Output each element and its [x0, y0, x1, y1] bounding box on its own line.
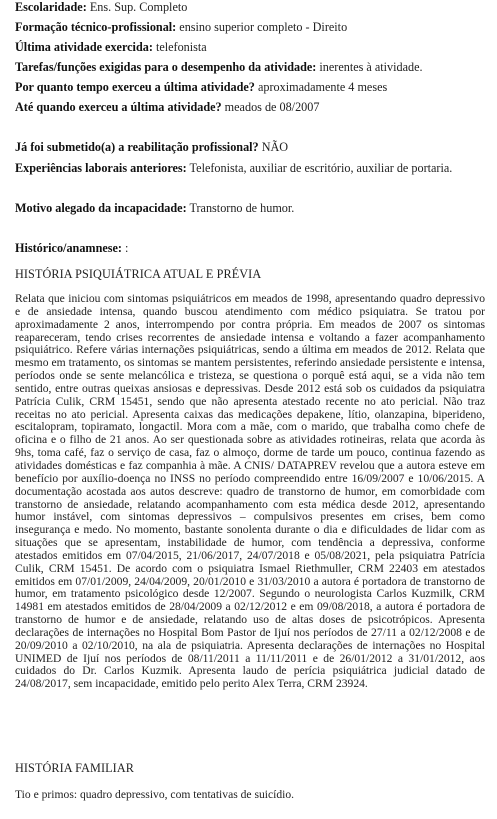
- field-label: Por quanto tempo exerceu a última atividade?: [15, 80, 255, 94]
- field-value: inerentes à atividade.: [316, 60, 423, 74]
- field-reabilitacao: [15, 140, 489, 155]
- field-value: Telefonista, auxiliar de escritório, auxiliar de portaria.: [186, 161, 453, 175]
- field-label: Histórico/anamnese:: [15, 241, 122, 255]
- field-formacao: [15, 20, 489, 35]
- field-ultima-atividade: [15, 40, 489, 55]
- field-value: ensino superior completo - Direito: [176, 20, 348, 34]
- field-label: Já foi submetido(a) a reabilitação profissional?: [15, 140, 259, 154]
- field-historico: [15, 241, 489, 256]
- field-label: Escolaridade:: [15, 0, 87, 14]
- field-motivo: [15, 201, 489, 216]
- field-escolaridade: [15, 0, 489, 15]
- field-label: Formação técnico-profissional:: [15, 20, 177, 34]
- field-value: :: [121, 241, 129, 255]
- field-label: Motivo alegado da incapacidade:: [15, 201, 187, 215]
- field-value: NÃO: [258, 140, 289, 154]
- field-label: Experiências laborais anteriores:: [15, 161, 187, 175]
- field-label: Até quando exerceu a última atividade?: [15, 100, 222, 114]
- family-heading: HISTÓRIA FAMILIAR: [15, 761, 134, 775]
- field-tempo-atividade: [15, 80, 489, 95]
- field-ate-quando: [15, 100, 489, 115]
- history-text: Relata que iniciou com sintomas psiquiátricos em meados de 1998, apresentando quadro depressivo e de ansiedade intensa, quando buscou atendimento com médico psiquiatra. Se tratou por aproximadamente 2 anos, interrompendo por contra própria. Em meados de 2007 os sintomas reapareceram, tendo crises recorrentes de ansiedade intensa e voltando a fazer acompanhamento psiquiátrico. Refere várias internações psiquiátricas, sendo a última em meados de 2012. Relata que mesmo em tratamento, os sintomas se mantem persistentes, referindo ansiedade persistente e intensa, períodos onde se sente melancólica e tristeza, se questiona o porquê está aqui, se a vida não tem sentido, entre outras queixas ansiosas e depressivas. Desde 2012 está sob os cuidados da psiquiatra Patrícia Culik, CRM 15451, sendo que não apresenta atestado recente no ato pericial. Não traz receitas no ato pericial. Apresenta caixas das medicações depakene, lítio, olanzapina, biperideno, escitalopram, topiramato, longactil. Mora com a mãe, com o marido, que trabalha como chefe de oficina e o filho de 21 anos. Ao ser questionada sobre as atividades rotineiras, relata que acorda às 9hs, toma café, faz o serviço de casa, faz o almoço, dorme de tarde um pouco, continua fazendo as atividades domésticas e faz companhia à mãe. A CNIS/ DATAPREV revelou que a autora esteve em benefício por auxílio-doença no INSS no período compreendido entre 16/09/2007 e 10/06/2015. A documentação acostada aos autos descreve: quadro de transtorno de humor, em comorbidade com transtorno de ansiedade, relatando acompanhamento com esta médica desde 2012, apresentando humor instável, com sintomas depressivos – compulsivos presentes em crises, bem como insegurança e medo. No momento, bastante sonolenta durante o dia e dificuldades de lidar com as situações que se apresentam, instabilidade de humor, com tendência a depressiva, conforme atestados emitidos em 07/04/2015, 21/06/2017, 24/07/2018 e 05/08/2021, pela psiquiatra Patrícia Culik, CRM 15451. De acordo com o psiquiatra Ismael Riethmuller, CRM 22403 em atestados emitidos em 07/01/2009, 24/04/2009, 20/01/2010 e 31/03/2010 a autora é portadora de transtorno de humor, em tratamento psicológico desde 12/2007. Segundo o neurologista Carlos Kuzmilk, CRM 14981 em atestados emitidos de 28/04/2009 a 02/12/2012 e em 09/08/2018, a autora é portadora de transtorno de humor e de ansiedade, relatando uso de altas doses de psicotrópicos. Apresenta declarações de internações no Hospital Bom Pastor de Ijuí nos períodos de 27/11 a 02/12/2008 e de 20/09/2010 a 02/10/2010, na ala de psiquiatria. Apresenta declarações de internações no Hospital UNIMED de Ijuí nos períodos de 08/11/2011 a 11/11/2011 e de 26/01/2012 a 31/01/2012, aos cuidados do Dr. Carlos Kuzmik. Apresenta laudo de perícia psiquiátrica judicial datado de 24/08/2017, sem incapacidade, emitido pelo perito Alex Terra, CRM 23924.: [15, 292, 485, 691]
- field-value: Ens. Sup. Completo: [86, 0, 188, 14]
- field-label: Tarefas/funções exigidas para o desempenho da atividade:: [15, 60, 317, 74]
- history-heading: HISTÓRIA PSIQUIÁTRICA ATUAL E PRÉVIA: [15, 267, 262, 281]
- field-value: aproximadamente 4 meses: [254, 80, 388, 94]
- field-value: telefonista: [152, 40, 207, 54]
- field-tarefas: [15, 60, 489, 75]
- family-text: Tio e primos: quadro depressivo, com tentativas de suicídio.: [15, 788, 295, 801]
- field-experiencias: [15, 161, 489, 176]
- field-label: Última atividade exercida:: [15, 40, 153, 54]
- field-value: Transtorno de humor.: [186, 201, 295, 215]
- field-value: meados de 08/2007: [221, 100, 320, 114]
